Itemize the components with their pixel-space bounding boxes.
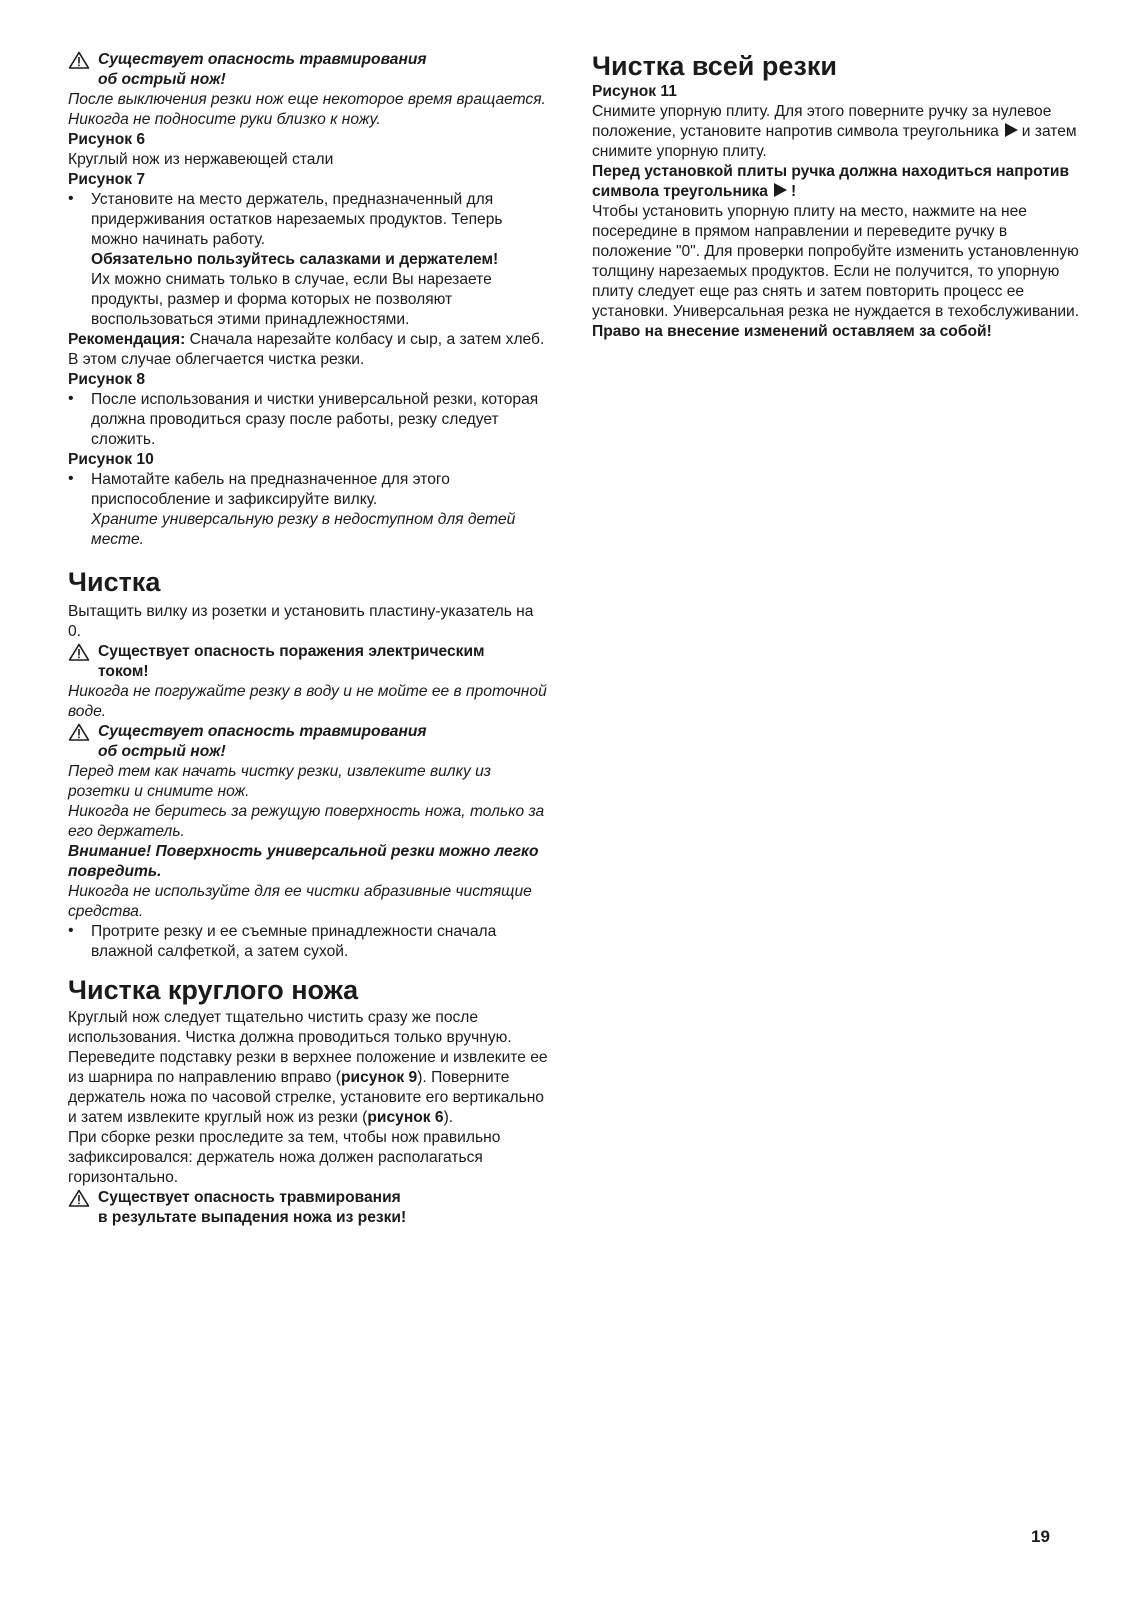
warning-triangle-icon [68, 1189, 90, 1207]
text-run: и затем снимите упорную плиту. [592, 123, 1077, 160]
rights-note: Право на внесение изменений оставляем за собой! [592, 323, 992, 340]
bold-note [592, 162, 1082, 202]
text-run: ). [443, 1109, 454, 1126]
page-number: 19 [1031, 1527, 1050, 1546]
paragraph: Никогда не беритесь за режущую поверхность ножа, только за его держатель. [68, 803, 545, 840]
triangle-symbol-icon [1005, 123, 1018, 137]
figure-ref-9: рисунок 9 [341, 1069, 418, 1086]
warning-knife-fall [68, 1188, 548, 1228]
figure-ref-6: рисунок 6 [367, 1109, 444, 1126]
figure-label-10: Рисунок 10 [68, 451, 154, 468]
warning-triangle-icon [68, 643, 90, 661]
triangle-symbol-icon [774, 183, 787, 197]
recommendation [68, 330, 548, 370]
warning-title: Существует опасность травмирования [98, 723, 427, 740]
bullet-icon: • [68, 922, 74, 939]
heading-full-cleaning: Чистка всей резки [592, 51, 837, 81]
warning-title-cont: в результате выпадения ножа из резки! [98, 1209, 407, 1226]
text-run: Переведите подставку резки в верхнее положение и извлеките ее из шарнира по направлению вправо ( [68, 1049, 548, 1086]
bullet-item [68, 922, 548, 962]
warning-injury-knife-1 [68, 50, 548, 90]
left-column [68, 50, 548, 1228]
figure-label-7: Рисунок 7 [68, 171, 146, 188]
bullet-item [68, 390, 548, 450]
warning-triangle-icon [68, 723, 90, 741]
paragraph: Никогда не используйте для ее чистки абразивные чистящие средства. [68, 883, 532, 920]
figure-label-8: Рисунок 8 [68, 371, 146, 388]
paragraph: Никогда не подносите руки близко к ножу. [68, 111, 381, 128]
paragraph: Круглый нож следует тщательно чистить сразу же после использования. Чистка должна проводиться только вручную. [68, 1009, 512, 1046]
bullet-text: Намотайте кабель на предназначенное для этого приспособление и зафиксируйте вилку. [91, 471, 450, 508]
text-run: Снимите упорную плиту. Для этого поверните ручку за нулевое положение, установите напротив символа треугольника [592, 103, 1052, 140]
warning-title: Существует опасность травмирования [98, 51, 427, 68]
figure-label-6: Рисунок 6 [68, 131, 146, 148]
paragraph: После выключения резки нож еще некоторое время вращается. [68, 91, 546, 108]
recommendation-text: Сначала нарезайте колбасу и сыр, а затем хлеб. В этом случае облегчается чистка резки. [68, 331, 545, 368]
text-run: Перед установкой плиты ручка должна находиться напротив символа треугольника [592, 163, 1070, 200]
paragraph: Перед тем как начать чистку резки, извлеките вилку из розетки и снимите нож. [68, 763, 492, 800]
bullet-text: Установите на место держатель, предназначенный для придерживания остатков нарезаемых продуктов. Теперь можно начинать работу. [91, 191, 503, 248]
bullet-item [68, 470, 548, 550]
paragraph: Чтобы установить упорную плиту на место, нажмите на нее посередине в прямом направлении и переведите ручку в положение "0". Для проверки попробуйте изменить установленную толщину нарезаемых продуктов. Если не получится, то упорную плиту следует еще раз снять и затем повторить процесс ее установки. Универсальная резка не нуждается в техобслуживании. [592, 203, 1080, 320]
right-column [592, 50, 1082, 342]
text-run: ). Поверните держатель ножа по часовой стрелке, установите его вертикально и затем извлеките круглый нож из резки ( [68, 1069, 544, 1126]
paragraph [68, 1048, 548, 1128]
recommendation-label: Рекомендация: [68, 331, 186, 348]
warning-title: Существует опасность поражения электрическим [98, 643, 485, 660]
warning-title-cont: об острый нож! [98, 743, 226, 760]
figure-caption-6: Круглый нож из нержавеющей стали [68, 151, 334, 168]
paragraph: Никогда не погружайте резку в воду и не мойте ее в проточной воде. [68, 683, 547, 720]
warning-title: Существует опасность травмирования [98, 1189, 401, 1206]
warning-triangle-icon [68, 51, 90, 69]
bullet-icon: • [68, 470, 74, 487]
warning-title-cont: об острый нож! [98, 71, 226, 88]
bullet-italic-note: Храните универсальную резку в недоступном для детей месте. [91, 511, 516, 548]
bullet-text: После использования и чистки универсальной резки, которая должна проводиться сразу после работы, резку следует сложить. [91, 391, 539, 448]
bullet-icon: • [68, 190, 74, 207]
bullet-text: Протрите резку и ее съемные принадлежности сначала влажной салфеткой, а затем сухой. [91, 923, 497, 960]
text-run: ! [790, 183, 797, 200]
paragraph: При сборке резки проследите за тем, чтобы нож правильно зафиксировался: держатель ножа должен располагаться горизонтально. [68, 1129, 501, 1186]
bullet-item [68, 190, 548, 330]
paragraph: Вытащить вилку из розетки и установить пластину-указатель на 0. [68, 603, 534, 640]
bullet-text-after: Их можно снимать только в случае, если Вы нарезаете продукты, размер и форма которых не позволяют воспользоваться этими принадлежностями. [91, 271, 492, 328]
bullet-bold-note: Обязательно пользуйтесь салазками и держателем! [91, 251, 499, 268]
warning-electric-shock [68, 642, 548, 682]
heading-knife-cleaning: Чистка круглого ножа [68, 975, 359, 1005]
attention-note: Внимание! Поверхность универсальной резки можно легко повредить. [68, 843, 539, 880]
heading-cleaning: Чистка [68, 567, 161, 597]
bullet-icon: • [68, 390, 74, 407]
warning-injury-knife-2 [68, 722, 548, 762]
paragraph [592, 102, 1082, 162]
warning-title-cont: током! [98, 663, 149, 680]
figure-label-11: Рисунок 11 [592, 83, 677, 100]
